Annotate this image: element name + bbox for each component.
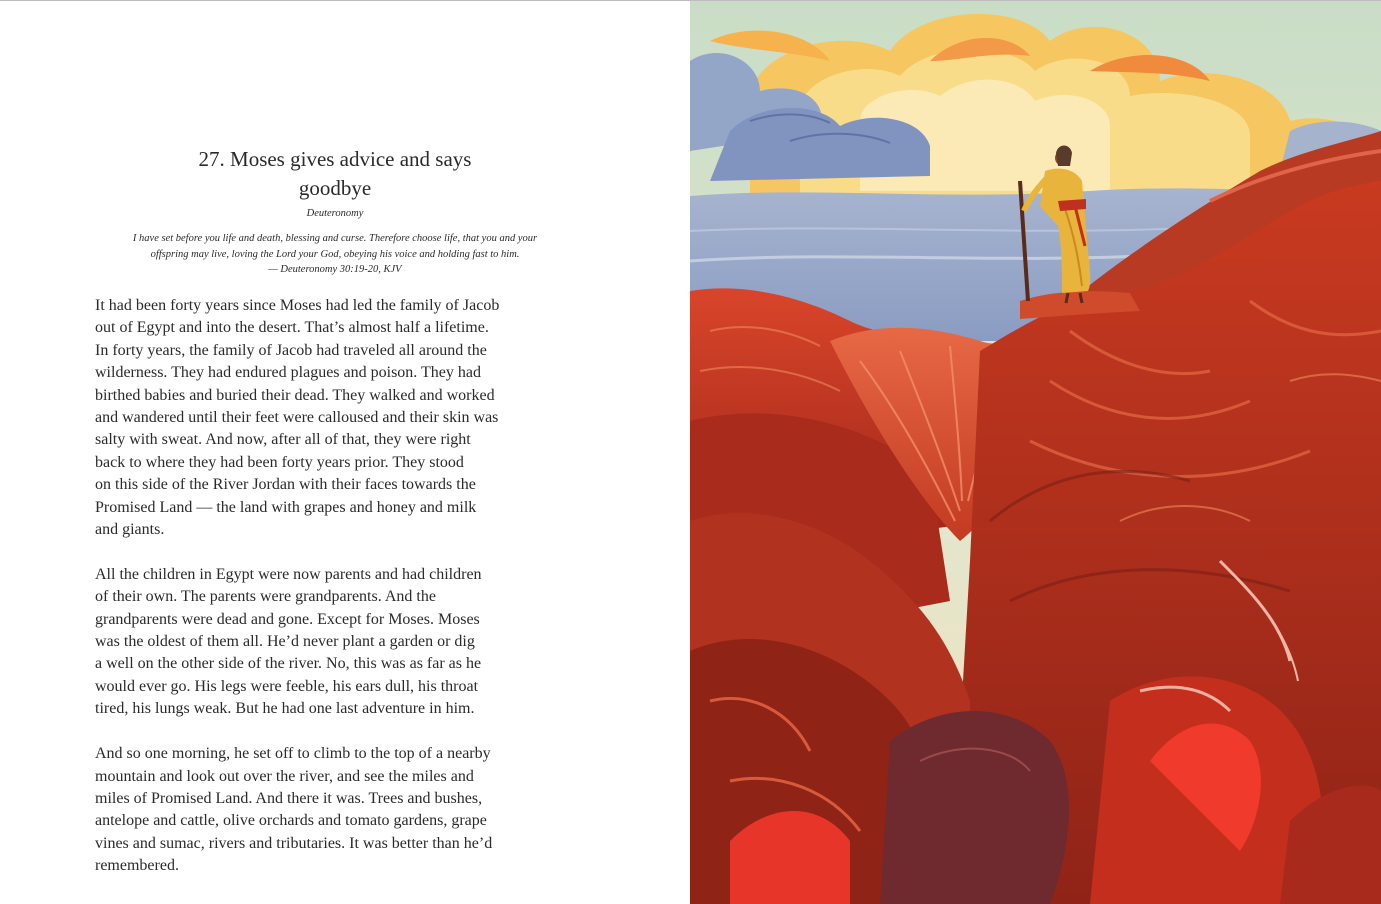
text-page — [0, 1, 690, 904]
text-line: birthed babies and buried their dead. They walked and worked — [95, 386, 495, 404]
text-line: And so one morning, he set off to climb to the top of a nearby — [95, 745, 491, 763]
chapter-title-line: goodbye — [298, 176, 372, 200]
illustration-art — [690, 1, 1381, 904]
text-line: was the oldest of them all. He’d never plant a garden or dig — [95, 633, 475, 651]
text-line: Promised Land — the land with grapes and honey and milk — [95, 498, 477, 516]
text-line: tired, his lungs weak. But he had one last adventure in him. — [95, 700, 475, 718]
text-line: would ever go. His legs were feeble, his ears dull, his throat — [95, 677, 479, 695]
text-line: All the children in Egypt were now parents and had children — [95, 565, 482, 583]
text-line: In forty years, the family of Jacob had traveled all around the — [95, 341, 487, 359]
text-line: mountain and look out over the river, and see the miles and — [95, 767, 474, 785]
text-line: on this side of the River Jordan with their faces towards the — [95, 476, 476, 494]
text-line: remembered. — [95, 857, 179, 875]
epigraph-line: offspring may live, loving the Lord your God, obeying his voice and holding fast to him. — [150, 248, 520, 260]
epigraph — [90, 231, 580, 278]
epigraph-line: I have set before you life and death, blessing and curse. Therefore choose life, that you and your — [132, 233, 538, 244]
text-line: wilderness. They had endured plagues and poison. They had — [95, 364, 481, 382]
text-line: and giants. — [95, 521, 165, 539]
paragraph — [95, 743, 595, 877]
chapter-title-line: 27. Moses gives advice and says — [198, 147, 472, 171]
text-line: It had been forty years since Moses had led the family of Jacob — [95, 297, 500, 314]
text-line: of their own. The parents were grandparents. And the — [95, 588, 436, 606]
chapter-title — [150, 145, 520, 203]
text-line: a well on the other side of the river. No, this was as far as he — [95, 655, 482, 673]
paragraph — [95, 295, 595, 541]
text-line: out of Egypt and into the desert. That’s almost half a lifetime. — [95, 319, 489, 337]
dark-boulder — [880, 711, 1069, 904]
text-line: grandparents were dead and gone. Except for Moses. Moses — [95, 610, 480, 628]
text-line: antelope and cattle, olive orchards and tomato gardens, grape — [95, 812, 487, 830]
text-line: back to where they had been forty years prior. They stood — [95, 453, 464, 471]
story-body — [95, 295, 595, 900]
paragraph — [95, 564, 595, 721]
text-line: miles of Promised Land. And there it was. Trees and bushes, — [95, 789, 483, 807]
text-line: vines and sumac, rivers and tributaries. It was better than he’d — [95, 834, 493, 852]
epigraph-citation: — Deuteronomy 30:19-20, KJV — [268, 264, 402, 275]
moses-on-mountain-illustration — [690, 1, 1381, 904]
text-line: and wandered until their feet were calloused and their skin was — [95, 409, 499, 427]
book-name: Deuteronomy — [306, 208, 364, 219]
text-line: salty with sweat. And now, after all of that, they were right — [95, 431, 471, 449]
